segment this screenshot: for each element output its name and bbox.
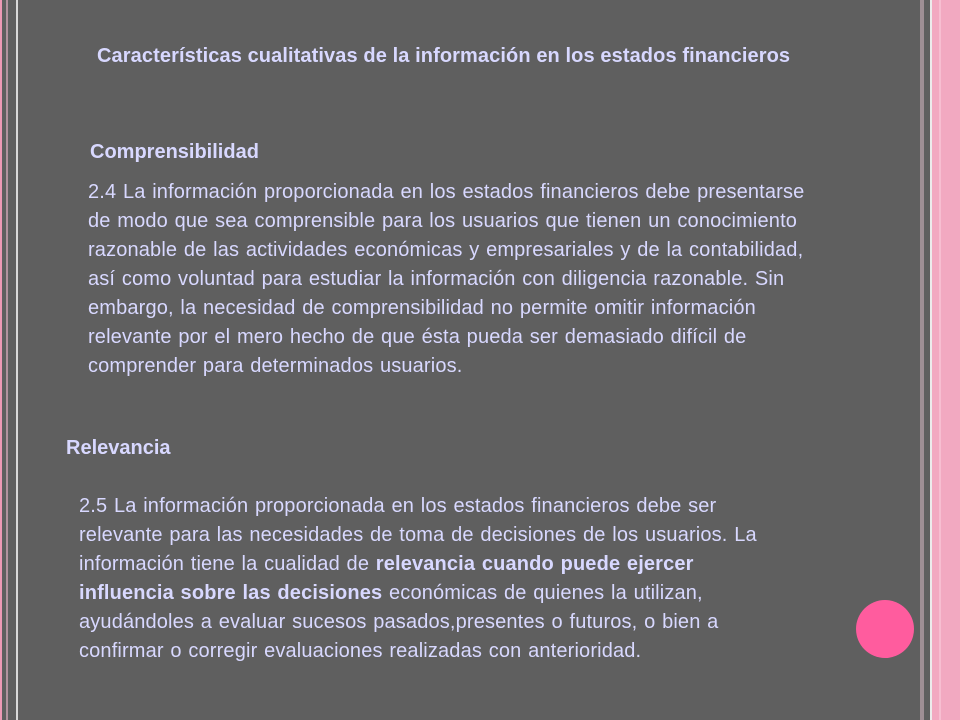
paragraph-relevancia-emphasis: relevancia cuando puede ejercer influencia sobre las decisiones <box>79 553 694 604</box>
section-heading-comprensibilidad: Comprensibilidad <box>90 141 259 163</box>
paragraph-relevancia <box>79 492 779 666</box>
decorative-circle-icon <box>856 600 914 658</box>
section-heading-relevancia: Relevancia <box>66 437 171 459</box>
paragraph-comprensibilidad: 2.4 La información proporcionada en los estados financieros debe presentarse de modo que sea comprensible para los usuarios que tienen un conocimiento razonable de las actividades económicas y empresariales y de la contabilidad, así como voluntad para estudiar la información con diligencia razonable. Sin embargo, la necesidad de comprensibilidad no permite omitir información relevante por el mero hecho de que ésta pueda ser demasiado difícil de comprender para determinados usuarios. <box>88 181 805 377</box>
right-pink-band <box>932 0 960 720</box>
paragraph-relevancia-intro: 2.5 La información proporcionada en los estados financieros debe ser relevante para las necesidades de toma de decisiones de los usuarios. La información tiene la cualidad de <box>79 495 757 575</box>
left-border-frame <box>0 0 18 720</box>
paragraph-relevancia-ending: económicas de quienes la utilizan, ayudándoles a evaluar sucesos pasados,presentes o futuros, o bien a confirmar o corregir evaluaciones realizadas con anterioridad. <box>79 582 719 662</box>
left-border-line <box>6 0 8 720</box>
right-pink-highlight <box>939 0 941 720</box>
page-title: Características cualitativas de la información en los estados financieros <box>97 45 791 67</box>
